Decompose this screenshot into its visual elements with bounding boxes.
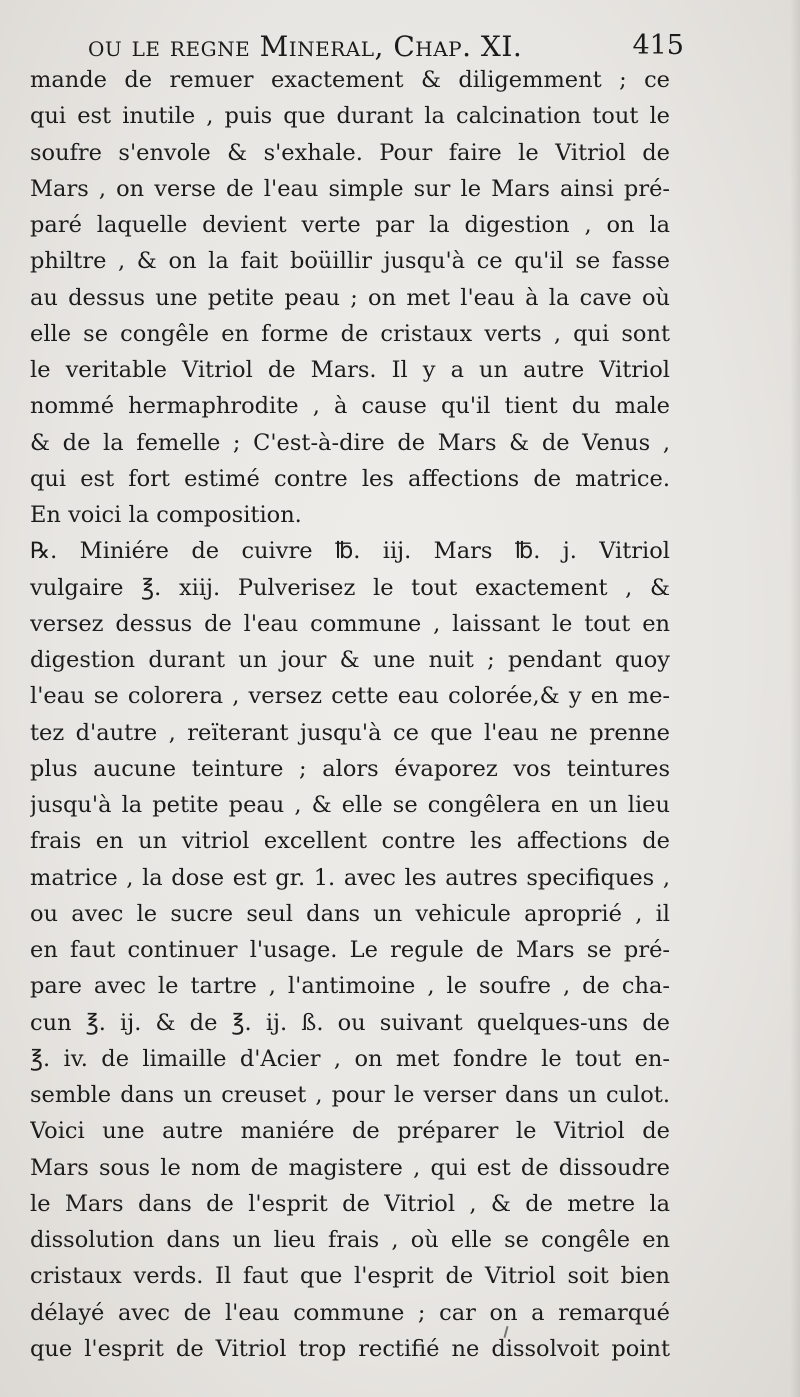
text-line: digestion durant un jour & une nuit ; pendant quoy xyxy=(30,647,670,673)
text-line: ℞. Miniére de cuivre ℔. iij. Mars ℔. j. Vitriol xyxy=(30,538,670,565)
text-line: ℥. iv. de limaille d'Acier , on met fondre le tout en- xyxy=(30,1045,670,1072)
text-line: au dessus une petite peau ; on met l'eau à la cave où xyxy=(30,284,670,311)
text-line: en faut continuer l'usage. Le regule de Mars se pré- xyxy=(30,937,670,963)
body-text xyxy=(30,62,670,1367)
page-number: 415 xyxy=(632,30,684,61)
text-line: En voici la composition. xyxy=(30,502,302,528)
text-line: le veritable Vitriol de Mars. Il y a un autre Vitriol xyxy=(30,357,670,383)
text-line: matrice , la dose est gr. 1. avec les autres specifiques , xyxy=(30,864,670,891)
text-line: philtre , & on la fait boüillir jusqu'à ce qu'il se fasse xyxy=(30,248,670,275)
text-line: & de la femelle ; C'est-à-dire de Mars & de Venus , xyxy=(30,429,670,456)
text-line: vulgaire ℥. xiij. Pulverisez le tout exactement , & xyxy=(30,574,670,601)
text-line: Mars sous le nom de magistere , qui est de dissoudre xyxy=(30,1154,670,1181)
text-line: frais en un vitriol excellent contre les affections de xyxy=(30,828,670,855)
text-line: qui est fort estimé contre les affections de matrice. xyxy=(30,465,670,492)
text-line: qui est inutile , puis que durant la calcination tout le xyxy=(30,103,670,130)
text-line: soufre s'envole & s'exhale. Pour faire le Vitriol de xyxy=(30,139,670,166)
text-line: dissolution dans un lieu frais , où elle se congêle en xyxy=(30,1227,670,1253)
text-line: l'eau se colorera , versez cette eau colorée,& y en me- xyxy=(30,683,670,710)
text-line: tez d'autre , reïterant jusqu'à ce que l'eau ne prenne xyxy=(30,719,670,746)
text-line: Mars , on verse de l'eau simple sur le Mars ainsi pré- xyxy=(30,175,670,202)
text-line: Voici une autre maniére de préparer le Vitriol de xyxy=(30,1118,670,1145)
text-line: ou avec le sucre seul dans un vehicule aproprié , il xyxy=(30,900,670,927)
text-line: nommé hermaphrodite , à cause qu'il tient du male xyxy=(30,393,670,420)
text-line: cristaux verds. Il faut que l'esprit de Vitriol soit bien xyxy=(30,1263,670,1290)
text-line: délayé avec de l'eau commune ; car on a remarqué xyxy=(30,1299,670,1326)
text-line: pare avec le tartre , l'antimoine , le soufre , de cha- xyxy=(30,973,670,1000)
text-line: mande de remuer exactement & diligemment ; ce xyxy=(30,67,670,93)
text-line: plus aucune teinture ; alors évaporez vos teintures xyxy=(30,755,670,782)
text-line: cun ℥. ij. & de ℥. ij. ß. ou suivant quelques-uns de xyxy=(30,1009,670,1036)
text-line: le Mars dans de l'esprit de Vitriol , & de metre la xyxy=(30,1190,670,1217)
text-line: jusqu'à la petite peau , & elle se congêlera en un lieu xyxy=(30,792,670,818)
text-line: elle se congêle en forme de cristaux verts , qui sont xyxy=(30,320,670,347)
text-line: versez dessus de l'eau commune , laissant le tout en xyxy=(30,610,670,637)
text-line: paré laquelle devient verte par la digestion , on la xyxy=(30,212,670,238)
text-line: semble dans un creuset , pour le verser dans un culot. xyxy=(30,1082,670,1108)
running-head: ou le regne Mineral, Chap. XI. xyxy=(88,30,523,63)
text-line: que l'esprit de Vitriol trop rectifié ne dissolvoit point xyxy=(30,1335,670,1362)
